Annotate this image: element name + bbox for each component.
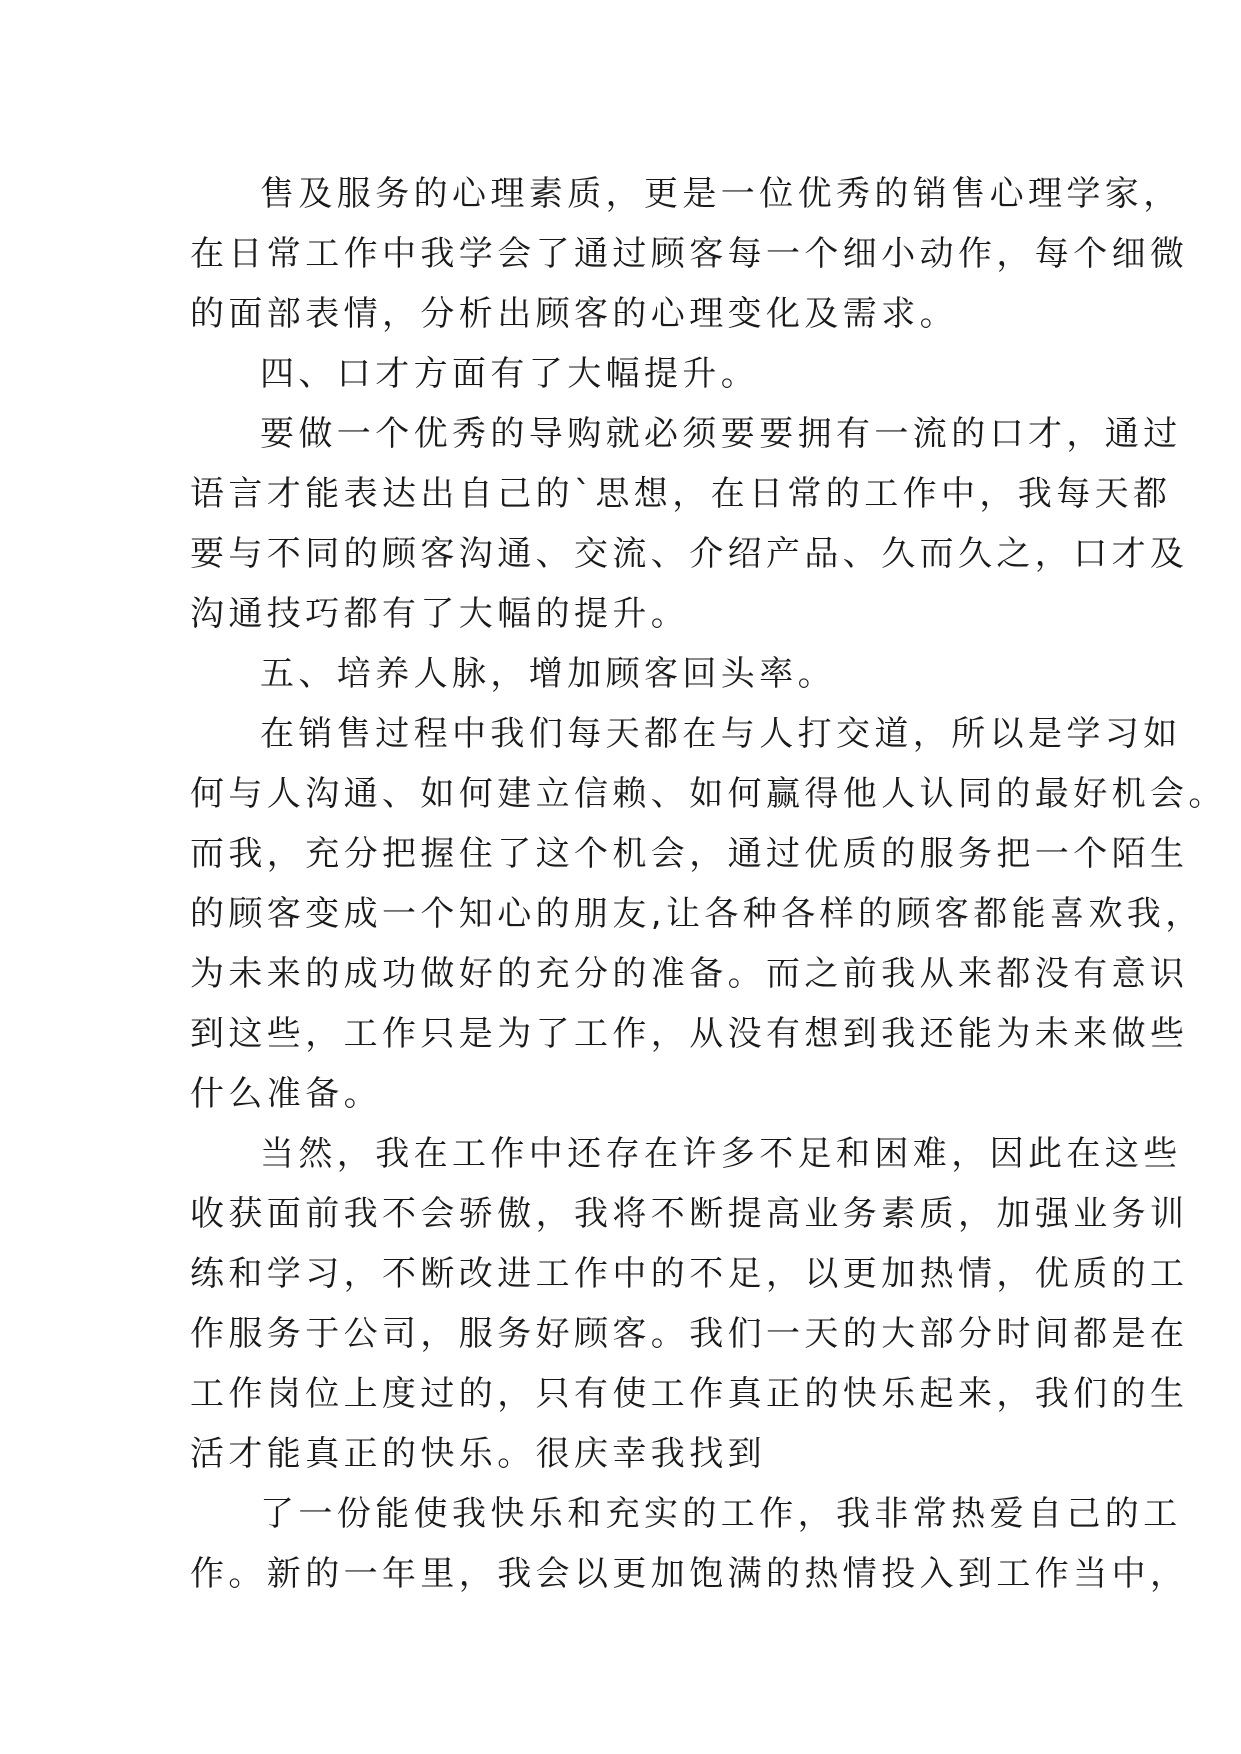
text-line: 的顾客变成一个知心的朋友,让各种各样的顾客都能喜欢我， [190,894,1204,934]
text-line: 到这些，工作只是为了工作，从没有想到我还能为未来做些 [190,1014,1189,1054]
document-body [190,164,1227,1604]
text-line: 要做一个优秀的导购就必须要要拥有一流的口才，通过 [260,414,1182,454]
text-line: 了一份能使我快乐和充实的工作，我非常热爱自己的工 [260,1494,1182,1534]
text-line: 作服务于公司，服务好顾客。我们一天的大部分时间都是在 [190,1314,1189,1354]
text-line: 沟通技巧都有了大幅的提升。 [190,594,690,634]
text-line: 在销售过程中我们每天都在与人打交道，所以是学习如 [260,714,1182,754]
text-line: 什么准备。 [190,1074,382,1114]
text-line: 售及服务的心理素质，更是一位优秀的销售心理学家， [260,174,1182,214]
section-heading: 四、口才方面有了大幅提升。 [260,354,760,394]
text-line: 作。新的一年里，我会以更加饱满的热情投入到工作当中， [190,1554,1189,1594]
text-line: 练和学习，不断改进工作中的不足，以更加热情，优质的工 [190,1254,1189,1294]
text-line: 收获面前我不会骄傲，我将不断提高业务素质，加强业务训 [190,1194,1189,1234]
section-heading: 五、培养人脉，增加顾客回头率。 [260,654,836,694]
text-line: 的面部表情，分析出顾客的心理变化及需求。 [190,294,958,334]
text-line: 而我，充分把握住了这个机会，通过优质的服务把一个陌生 [190,834,1189,874]
text-line: 要与不同的顾客沟通、交流、介绍产品、久而久之，口才及 [190,534,1189,574]
text-line: 当然，我在工作中还存在许多不足和困难，因此在这些 [260,1134,1182,1174]
text-line: 工作岗位上度过的，只有使工作真正的快乐起来，我们的生 [190,1374,1189,1414]
text-line: 活才能真正的快乐。很庆幸我找到 [190,1434,766,1474]
text-line: 语言才能表达出自己的`思想，在日常的工作中，我每天都 [190,474,1172,514]
text-line: 何与人沟通、如何建立信赖、如何赢得他人认同的最好机会。 [190,774,1227,814]
text-line: 为未来的成功做好的充分的准备。而之前我从来都没有意识 [190,954,1189,994]
text-line: 在日常工作中我学会了通过顾客每一个细小动作，每个细微 [190,234,1189,274]
